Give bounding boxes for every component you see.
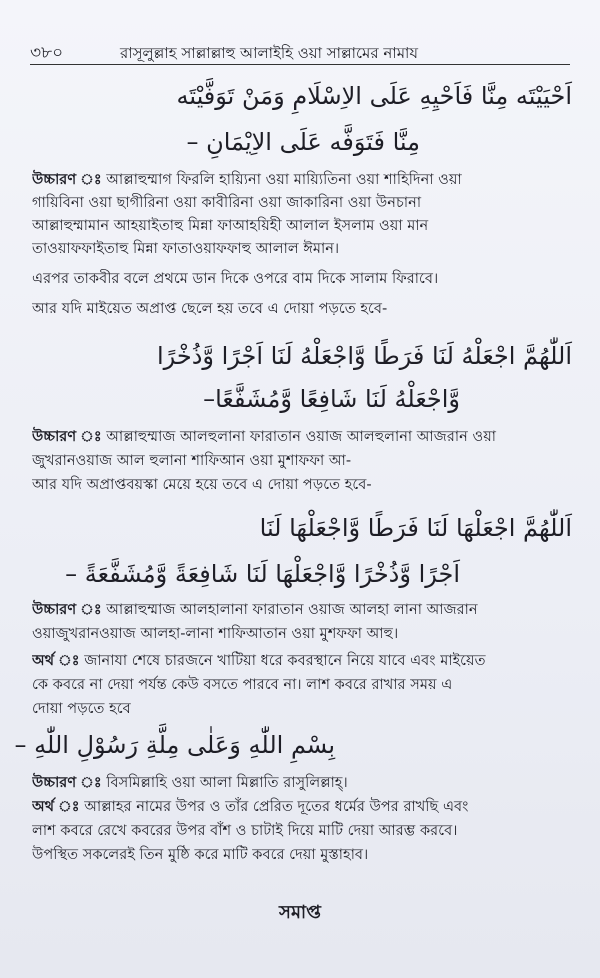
pronunciation-line: জুখরানওয়াজ আল হুলানা শাফিআন ওয়া মুশাফফা আ- [32,452,352,469]
pronunciation-line: উচ্চারণ ঃ আল্লাহুম্মাজ আলহুলানা ফারাতান ওয়াজ আলহুলানা আজরান ওয়া [32,428,497,445]
instruction-text: আর যদি অপ্রাপ্তবয়স্কা মেয়ে হয়ে তবে এ দোয়া পড়তে হবে- [32,476,372,493]
pronunciation-label: উচ্চারণ ঃ [32,601,102,618]
running-title: রাসূলুল্লাহ সাল্লাল্লাহু আলাইহি ওয়া সাল্লামের নামায [120,44,419,62]
pronunciation-label: উচ্চারণ ঃ [32,171,102,188]
pronunciation-line: ওয়াজুখরানওয়াজ আলহা-লানা শাফিআতান ওয়া মুশফফা আহু। [32,625,399,642]
pronunciation-label: উচ্চারণ ঃ [32,428,102,445]
meaning-label: অর্থ ঃ [32,798,80,815]
arabic-dua-line: اَحْيَيْتَه مِنَّا فَاَحْيِهِ عَلَى الاِسْلَامِ وَمَنْ تَوَفَّيْتَه [176,82,572,110]
pronunciation-line: উচ্চারণ ঃ বিসমিল্লাহি ওয়া আলা মিল্লাতি রাসুলিল্লাহ্‌। [32,774,348,791]
pronunciation-line: উচ্চারণ ঃ আল্লাহুম্মাজ আলহালানা ফারাতান ওয়াজ আলহা লানা আজরান [32,601,478,618]
arabic-dua-line: اَللّٰهُمَّ اجْعَلْهُ لَنَا فَرَطًا وَّاجْعَلْهُ لَنَا اَجْرًا وَّذُخْرًا [156,342,572,370]
instruction-text: এরপর তাকবীর বলে প্রথমে ডান দিকে ওপরে বাম দিকে সালাম ফিরাবে। [32,270,439,287]
meaning-line: অর্থ ঃ জানাযা শেষে চারজনে খাটিয়া ধরে কবরস্থানে নিয়ে যাবে এবং মাইয়েত [32,652,486,669]
header-rule [30,64,570,65]
pronunciation-line: উচ্চারণ ঃ আল্লাহুম্মাগ ফিরলি হায়্যিনা ওয়া মায়্যিতিনা ওয়া শাহিদিনা ওয়া [32,171,462,188]
end-marker: সমাপ্ত [279,902,321,923]
pronunciation-label: উচ্চারণ ঃ [32,774,102,791]
arabic-dua-line: وَّاجْعَلْهُ لَنَا شَافِعًا وَّمُشَفَّعًا– [203,385,460,413]
arabic-dua-line: بِسْمِ اللّٰهِ وَعَلٰى مِلَّةِ رَسُوْلِ اللّٰهِ – [14,731,335,759]
arabic-dua-line: اَجْرًا وَّذُخْرًا وَّاجْعَلْهَا لَنَا شَافِعَةً وَّمُشَفَّعَةً – [65,560,460,588]
instruction-text: আর যদি মাইয়েত অপ্রাপ্ত ছেলে হয় তবে এ দোয়া পড়তে হবে- [32,300,388,317]
arabic-dua-line: اَللّٰهُمَّ اجْعَلْهَا لَنَا فَرَطًا وَّاجْعَلْهَا لَنَا [259,514,572,542]
page-header [30,38,570,68]
meaning-label: অর্থ ঃ [32,652,80,669]
meaning-line: দোয়া পড়তে হবে [32,700,131,717]
meaning-line: উপস্থিত সকলেরই তিন মুষ্ঠি করে মাটি কবরে দেয়া মুস্তাহাব। [32,846,369,863]
arabic-dua-line: مِنَّا فَتَوَفَّه عَلَى الاِيْمَانِ – [186,128,420,156]
pronunciation-line: আল্লাহুম্মামান আহয়াইতাহু মিন্না ফাআহয়িহী আলাল ইসলাম ওয়া মান [32,217,429,234]
pronunciation-line: তাওয়াফফাইতাহু মিন্না ফাতাওয়াফফাহু আলাল ঈমান। [32,240,340,257]
meaning-line: কে কবরে না দেয়া পর্যন্ত কেউ বসতে পারবে না। লাশ কবরে রাখার সময় এ [32,676,453,693]
meaning-line: লাশ কবরে রেখে কবরের উপর বাঁশ ও চাটাই দিয়ে মাটি দেয়া আরম্ভ করবে। [32,822,458,839]
meaning-line: অর্থ ঃ আল্লাহর নামের উপর ও তাঁর প্রেরিত দূতের ধর্মের উপর রাখছি এবং [32,798,469,815]
page-number: ৩৮০ [30,43,64,63]
pronunciation-line: গায়িবিনা ওয়া ছাগীরিনা ওয়া কাবীরিনা ওয়া জাকারিনা ওয়া উনচানা [32,194,422,211]
